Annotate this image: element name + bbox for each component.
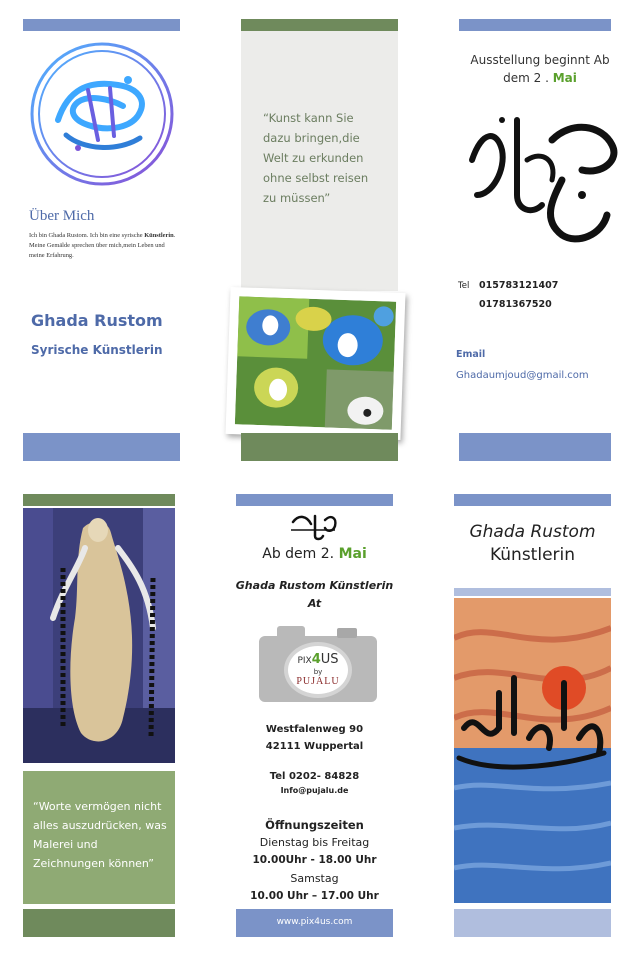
exhibit-month: Mai — [552, 71, 577, 85]
tel-number-2: 01781367520 — [479, 299, 552, 310]
exhibit-line2 — [455, 71, 625, 85]
logo-pix: PIX — [297, 656, 312, 666]
painting-polaroid — [225, 287, 405, 440]
about-text-part2: . Meine Gemälde sprechen über mich,mein Leben und meine Erfahrung. — [29, 232, 176, 259]
artist-name: Ghada Rustom — [31, 311, 163, 330]
small-signature-logo — [289, 510, 339, 542]
email-label: Email — [456, 349, 486, 360]
panel4-top-bar — [23, 494, 175, 506]
exhibit-date: dem 2 . — [503, 71, 553, 85]
hours-saturday: Samstag — [290, 872, 339, 885]
calligraphy-circle-logo — [28, 40, 176, 188]
about-text — [29, 231, 177, 261]
panel3-top-bar — [459, 19, 611, 31]
flower-painting — [235, 296, 396, 429]
hours-heading: Öffnungszeiten — [265, 818, 364, 832]
panel6-top-bar — [454, 494, 611, 506]
tel-number-1: 015783121407 — [479, 280, 559, 291]
tel-label: Tel — [458, 281, 470, 291]
address-street: Westfalenweg 90 — [265, 724, 364, 735]
panel4-quote: “Worte vermögen nicht alles auszudrücken, was Malerei und Zeichnungen können” — [33, 800, 167, 870]
panel2-bottom-bar — [241, 433, 398, 461]
artist-subtitle: Syrische Künstlerin — [31, 343, 163, 357]
panel4-bottom-bar — [23, 909, 175, 937]
panel5-date-prefix: Ab dem 2. — [262, 546, 339, 562]
logo-4: 4 — [311, 652, 321, 667]
calligraphy-sea-painting — [454, 598, 611, 903]
panel5-at-line: At — [307, 597, 322, 610]
email-address[interactable]: Ghadaumjoud@gmail.com — [456, 370, 589, 381]
about-text-bold: Künstlerin — [144, 232, 174, 239]
address-city: 42111 Wuppertal — [265, 741, 364, 752]
logo-pujalu: PUJALU — [296, 676, 340, 687]
hours-weekday-times: 10.00Uhr - 18.00 Uhr — [252, 854, 377, 866]
exhibit-line1: Ausstellung beginnt Ab — [470, 53, 610, 67]
about-text-part1: Ich bin Ghada Rustom. Ich bin eine syrische — [29, 232, 143, 239]
arabic-signature-logo — [462, 100, 622, 245]
panel5-email[interactable]: Info@pujalu.de — [280, 786, 349, 795]
panel3-bottom-bar — [459, 433, 611, 461]
panel6-mid-bar — [454, 588, 611, 596]
hours-saturday-times: 10.00 Uhr – 17.00 Uhr — [250, 890, 379, 902]
pix4us-logo — [257, 622, 379, 705]
panel5-date — [236, 546, 393, 562]
panel2-quote: “Kunst kann Sie dazu bringen,die Welt zu erkunden ohne selbst reisen zu müssen” — [263, 111, 369, 205]
logo-by: by — [313, 668, 323, 676]
panel5-tel: Tel 0202- 84828 — [269, 771, 360, 782]
panel1-bottom-bar — [23, 433, 180, 461]
panel5-date-month: Mai — [338, 546, 367, 562]
about-heading: Über Mich — [29, 208, 95, 224]
hours-weekdays: Dienstag bis Freitag — [259, 836, 370, 849]
panel6-bottom-bar — [454, 909, 611, 937]
panel5-artist-line: Ghada Rustom Künstlerin — [235, 579, 394, 592]
logo-us: US — [320, 652, 339, 667]
panel6-title-role: Künstlerin — [489, 545, 576, 565]
panel2-top-bar — [241, 19, 398, 31]
panel1-top-bar — [23, 19, 180, 31]
panel5-top-bar — [236, 494, 393, 506]
panel6-title-name: Ghada Rustom — [469, 522, 596, 542]
figure-painting — [23, 508, 175, 763]
website-link[interactable]: www.pix4us.com — [276, 917, 353, 927]
logo-pix4us-text — [279, 652, 357, 667]
